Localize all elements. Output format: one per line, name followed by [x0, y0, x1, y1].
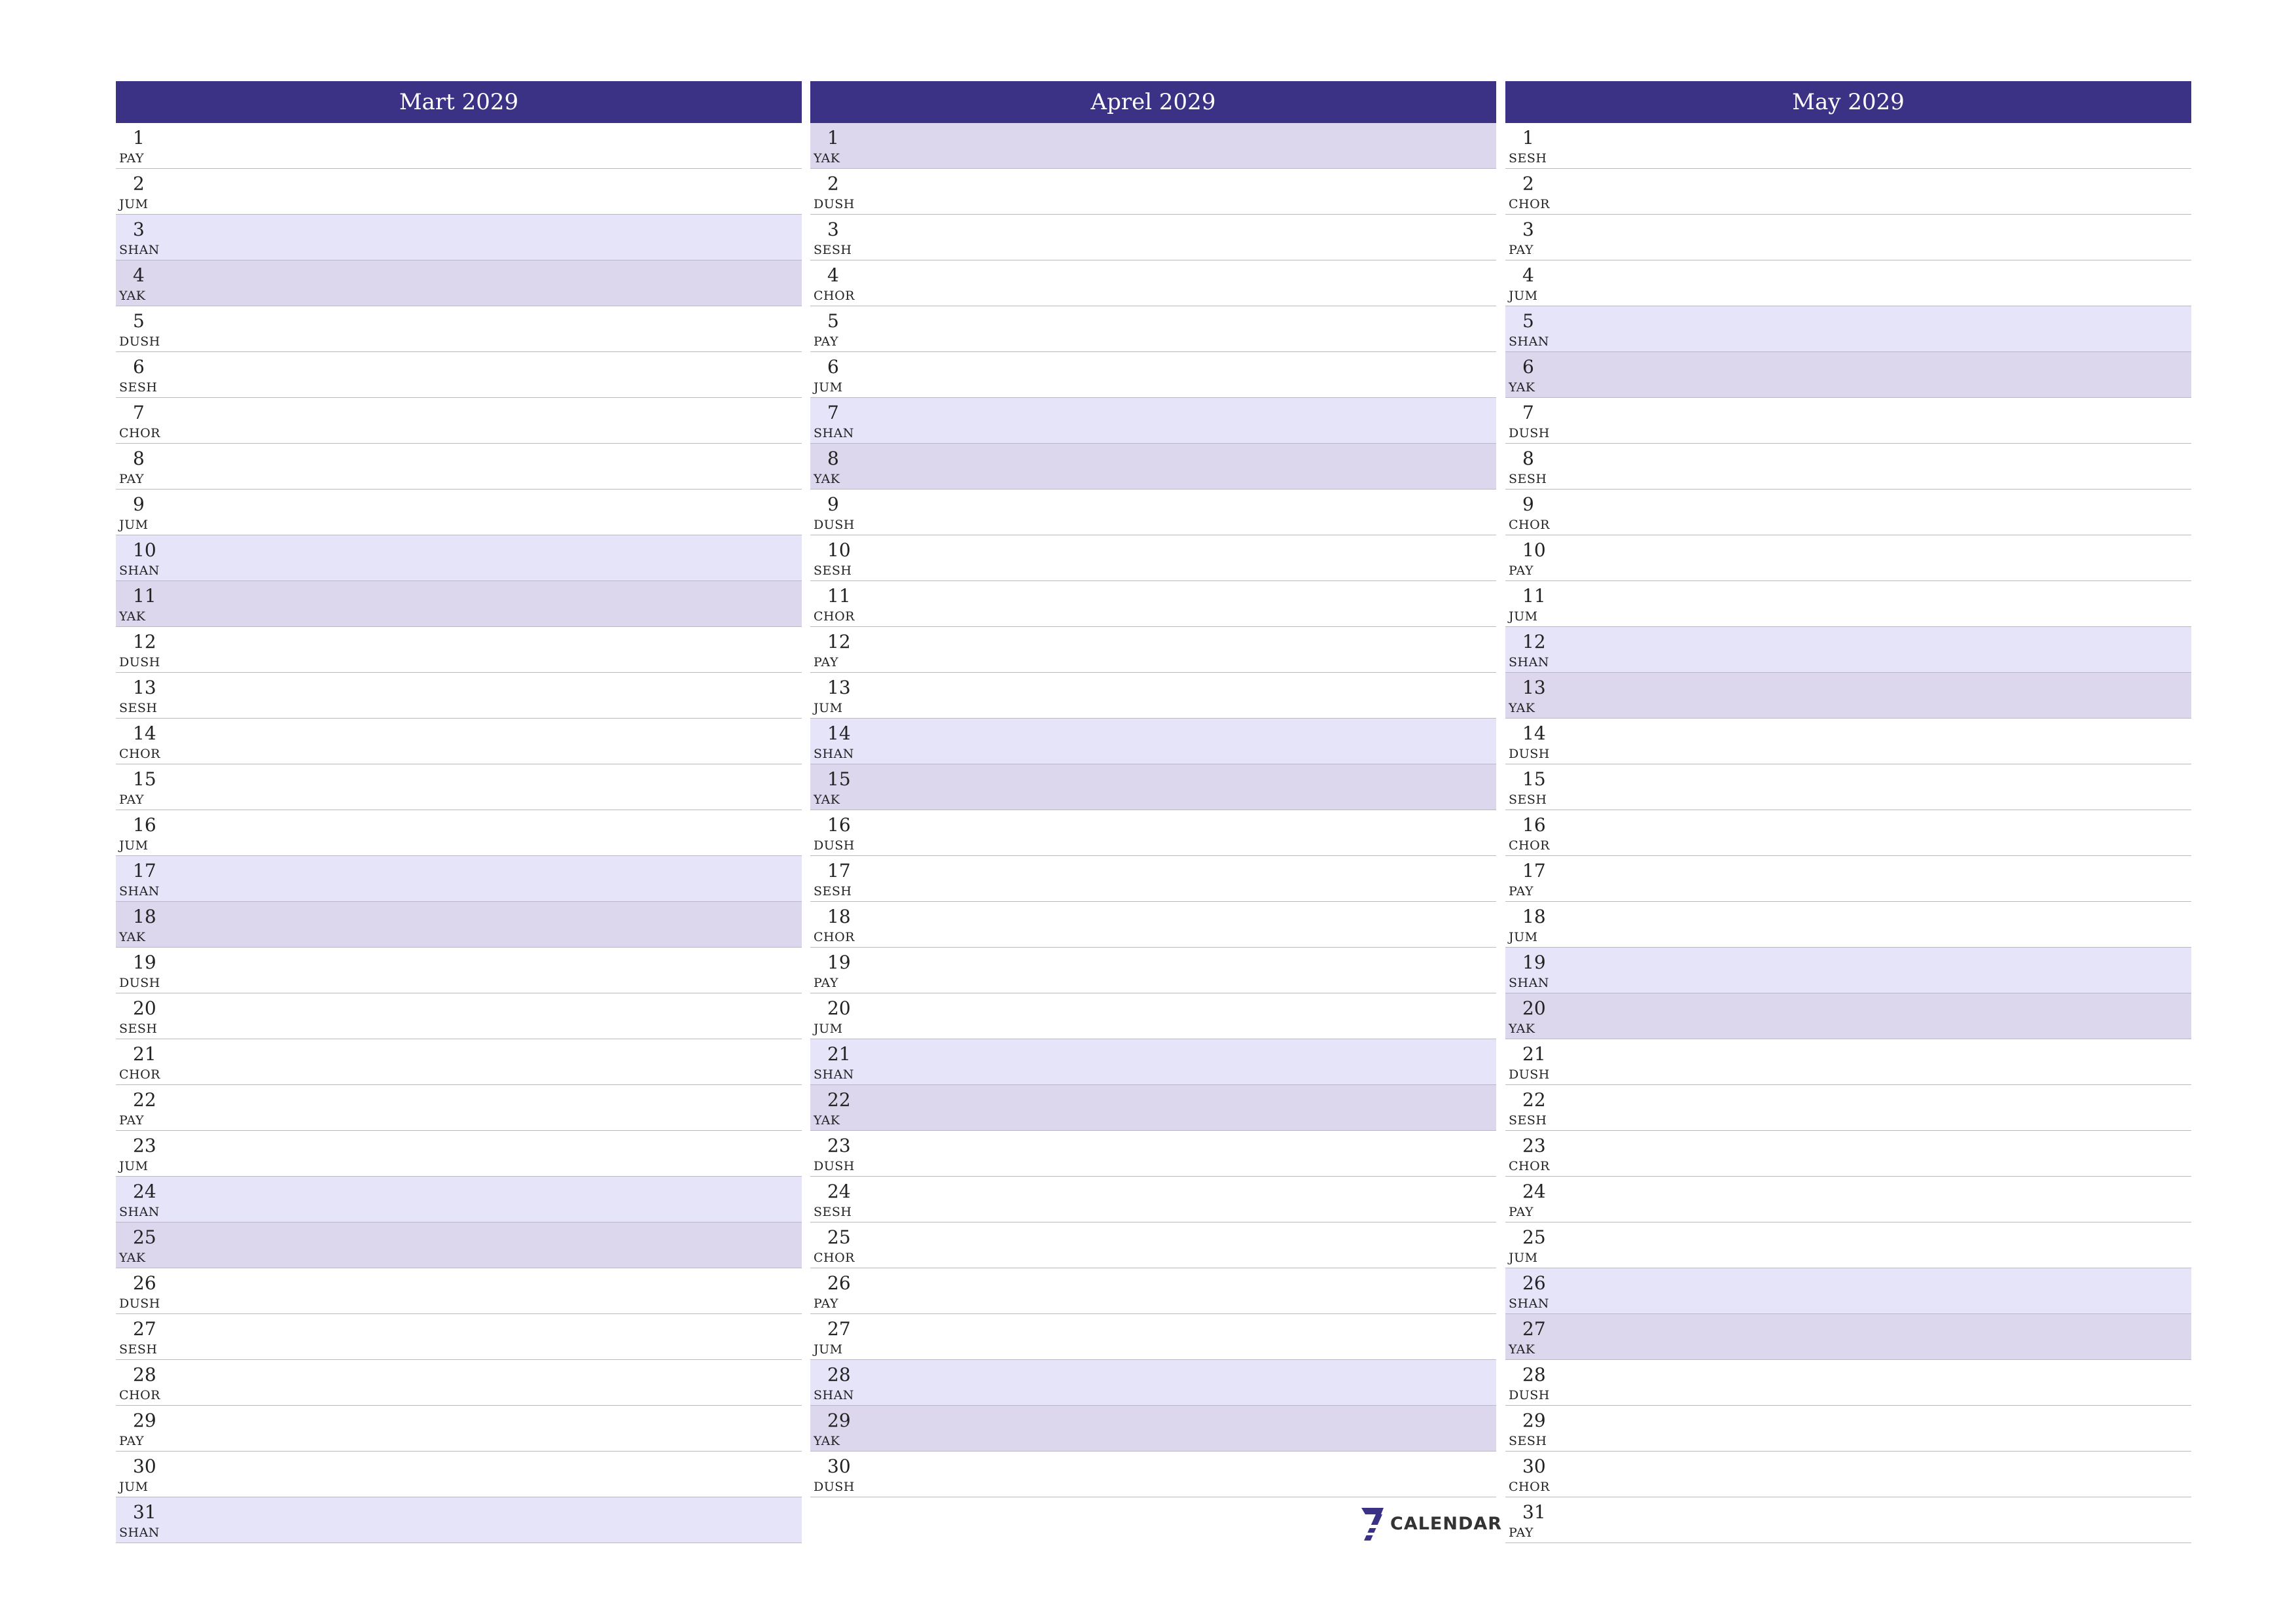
day-of-week: DUSH	[1509, 747, 1550, 761]
day-number: 15	[827, 768, 851, 790]
day-number: 16	[827, 814, 851, 836]
month-header: Mart 2029	[116, 81, 802, 123]
day-of-week: YAK	[814, 793, 840, 807]
day-row[interactable]	[810, 1360, 1496, 1406]
day-of-week: CHOR	[814, 609, 855, 624]
day-number: 29	[1522, 1410, 1546, 1431]
day-row[interactable]	[1505, 1314, 2191, 1360]
day-of-week: SHAN	[1509, 655, 1549, 669]
day-number: 12	[827, 631, 851, 652]
day-number: 6	[827, 356, 839, 378]
day-of-week: SESH	[1509, 1113, 1547, 1128]
day-number: 6	[133, 356, 145, 378]
day-row[interactable]	[810, 1452, 1496, 1497]
day-row[interactable]	[116, 535, 802, 581]
day-of-week: SHAN	[119, 243, 160, 257]
month-header: Aprel 2029	[810, 81, 1496, 123]
day-of-week: PAY	[119, 793, 145, 807]
day-row[interactable]	[1505, 1177, 2191, 1222]
day-of-week: DUSH	[814, 197, 855, 211]
day-of-week: PAY	[119, 151, 145, 166]
day-row[interactable]	[810, 1406, 1496, 1452]
day-number: 12	[1522, 631, 1546, 652]
day-number: 28	[1522, 1364, 1546, 1385]
day-of-week: PAY	[814, 655, 839, 669]
day-of-week: SHAN	[1509, 976, 1549, 990]
day-number: 21	[827, 1043, 851, 1065]
day-number: 2	[827, 173, 839, 194]
day-row[interactable]	[1505, 764, 2191, 810]
day-number: 3	[1522, 219, 1534, 240]
logo-text: CALENDAR	[1390, 1513, 1503, 1534]
day-row[interactable]	[1505, 948, 2191, 993]
day-of-week: PAY	[1509, 1205, 1534, 1219]
day-row[interactable]	[810, 810, 1496, 856]
day-of-week: JUM	[1509, 1251, 1538, 1265]
day-row[interactable]	[1505, 490, 2191, 535]
day-number: 3	[133, 219, 145, 240]
day-of-week: JUM	[1509, 289, 1538, 303]
day-number: 9	[1522, 493, 1534, 515]
day-number: 9	[133, 493, 145, 515]
day-row[interactable]	[810, 490, 1496, 535]
day-number: 21	[1522, 1043, 1546, 1065]
day-of-week: PAY	[1509, 884, 1534, 899]
day-number: 23	[133, 1135, 156, 1156]
day-of-week: DUSH	[119, 1296, 160, 1311]
day-of-week: CHOR	[1509, 518, 1550, 532]
day-row[interactable]	[810, 1039, 1496, 1085]
day-row[interactable]	[116, 627, 802, 673]
day-of-week: PAY	[119, 472, 145, 486]
day-of-week: SESH	[814, 1205, 852, 1219]
day-of-week: JUM	[814, 380, 843, 395]
day-row[interactable]	[810, 260, 1496, 306]
day-of-week: YAK	[814, 472, 840, 486]
day-row[interactable]	[116, 1314, 802, 1360]
day-of-week: PAY	[119, 1434, 145, 1448]
day-number: 21	[133, 1043, 156, 1065]
day-row[interactable]	[116, 215, 802, 260]
day-number: 7	[1522, 402, 1534, 423]
day-number: 28	[827, 1364, 851, 1385]
day-number: 4	[827, 264, 839, 286]
day-number: 19	[827, 952, 851, 973]
day-row[interactable]	[810, 719, 1496, 764]
day-list	[1505, 123, 2191, 1543]
day-row[interactable]	[1505, 1039, 2191, 1085]
day-of-week: JUM	[119, 1480, 149, 1494]
day-number: 28	[133, 1364, 156, 1385]
day-number: 16	[133, 814, 156, 836]
day-of-week: DUSH	[814, 1480, 855, 1494]
day-of-week: YAK	[814, 1113, 840, 1128]
day-of-week: YAK	[1509, 1022, 1535, 1036]
day-row[interactable]	[810, 856, 1496, 902]
day-row[interactable]	[810, 306, 1496, 352]
day-of-week: SHAN	[119, 884, 160, 899]
day-of-week: DUSH	[1509, 1067, 1550, 1082]
month-column-may	[1505, 81, 2191, 1543]
day-of-week: DUSH	[119, 655, 160, 669]
day-of-week: CHOR	[119, 1067, 160, 1082]
day-number: 14	[133, 722, 156, 744]
day-of-week: YAK	[814, 151, 840, 166]
day-row[interactable]	[810, 993, 1496, 1039]
day-row[interactable]	[810, 169, 1496, 215]
day-list	[116, 123, 802, 1543]
day-of-week: SHAN	[814, 1388, 854, 1402]
day-number: 11	[1522, 585, 1546, 607]
day-number: 26	[827, 1272, 851, 1294]
day-of-week: SHAN	[119, 1205, 160, 1219]
day-number: 31	[133, 1501, 156, 1523]
day-number: 23	[827, 1135, 851, 1156]
day-row[interactable]	[116, 1039, 802, 1085]
day-row[interactable]	[810, 398, 1496, 444]
day-number: 22	[133, 1089, 156, 1111]
day-of-week: SESH	[119, 1342, 158, 1357]
day-of-week: PAY	[1509, 243, 1534, 257]
day-row[interactable]	[1505, 1497, 2191, 1543]
day-row[interactable]	[116, 260, 802, 306]
day-number: 24	[1522, 1181, 1546, 1202]
day-of-week: CHOR	[1509, 197, 1550, 211]
day-number: 20	[133, 997, 156, 1019]
day-of-week: SHAN	[1509, 334, 1549, 349]
day-of-week: CHOR	[1509, 1480, 1550, 1494]
day-number: 26	[133, 1272, 156, 1294]
day-of-week: SESH	[119, 1022, 158, 1036]
day-of-week: CHOR	[814, 1251, 855, 1265]
day-row[interactable]	[116, 306, 802, 352]
day-number: 11	[133, 585, 156, 607]
day-of-week: SHAN	[814, 747, 854, 761]
month-column-mart	[116, 81, 802, 1543]
day-of-week: JUM	[814, 701, 843, 715]
day-row[interactable]	[116, 169, 802, 215]
day-row[interactable]	[1505, 215, 2191, 260]
day-of-week: PAY	[1509, 563, 1534, 578]
day-of-week: SHAN	[814, 1067, 854, 1082]
day-list	[810, 123, 1496, 1497]
day-number: 1	[1522, 127, 1534, 149]
day-number: 18	[1522, 906, 1546, 927]
day-row[interactable]	[1505, 1452, 2191, 1497]
day-number: 25	[133, 1226, 156, 1248]
day-number: 25	[827, 1226, 851, 1248]
day-of-week: JUM	[119, 518, 149, 532]
day-of-week: YAK	[1509, 701, 1535, 715]
day-row[interactable]	[1505, 1360, 2191, 1406]
day-of-week: JUM	[119, 197, 149, 211]
day-row[interactable]	[116, 123, 802, 169]
day-row[interactable]	[1505, 398, 2191, 444]
day-row[interactable]	[116, 352, 802, 398]
day-of-week: YAK	[1509, 1342, 1535, 1357]
day-of-week: PAY	[814, 1296, 839, 1311]
day-number: 9	[827, 493, 839, 515]
day-of-week: SHAN	[119, 1525, 160, 1540]
day-number: 26	[1522, 1272, 1546, 1294]
day-number: 15	[1522, 768, 1546, 790]
day-number: 22	[827, 1089, 851, 1111]
day-number: 3	[827, 219, 839, 240]
day-number: 15	[133, 768, 156, 790]
day-number: 22	[1522, 1089, 1546, 1111]
day-row[interactable]	[116, 1497, 802, 1543]
day-number: 29	[133, 1410, 156, 1431]
day-row[interactable]	[116, 1452, 802, 1497]
day-number: 4	[1522, 264, 1534, 286]
day-row[interactable]	[116, 581, 802, 627]
day-number: 23	[1522, 1135, 1546, 1156]
day-of-week: JUM	[814, 1342, 843, 1357]
day-of-week: CHOR	[814, 930, 855, 944]
day-of-week: PAY	[119, 1113, 145, 1128]
day-row[interactable]	[116, 1222, 802, 1268]
day-number: 14	[827, 722, 851, 744]
day-number: 8	[133, 448, 145, 469]
day-number: 6	[1522, 356, 1534, 378]
day-of-week: DUSH	[119, 334, 160, 349]
day-number: 8	[827, 448, 839, 469]
day-row[interactable]	[116, 1268, 802, 1314]
day-of-week: DUSH	[814, 518, 855, 532]
day-row[interactable]	[1505, 1131, 2191, 1177]
day-number: 27	[827, 1318, 851, 1340]
day-of-week: SESH	[814, 243, 852, 257]
day-number: 5	[133, 310, 145, 332]
day-of-week: YAK	[119, 1251, 146, 1265]
day-row[interactable]	[810, 1085, 1496, 1131]
day-number: 1	[133, 127, 145, 149]
day-of-week: DUSH	[814, 838, 855, 853]
day-number: 2	[133, 173, 145, 194]
day-number: 8	[1522, 448, 1534, 469]
day-row[interactable]	[116, 764, 802, 810]
day-of-week: SESH	[1509, 151, 1547, 166]
day-number: 24	[133, 1181, 156, 1202]
day-row[interactable]	[810, 764, 1496, 810]
day-row[interactable]	[116, 444, 802, 490]
day-row[interactable]	[116, 673, 802, 719]
day-number: 10	[1522, 539, 1546, 561]
day-number: 11	[827, 585, 851, 607]
day-row[interactable]	[1505, 810, 2191, 856]
day-number: 25	[1522, 1226, 1546, 1248]
day-row[interactable]	[810, 627, 1496, 673]
day-row[interactable]	[116, 1085, 802, 1131]
day-of-week: YAK	[119, 609, 146, 624]
day-number: 7	[133, 402, 145, 423]
day-of-week: JUM	[1509, 930, 1538, 944]
day-number: 30	[133, 1455, 156, 1477]
day-number: 12	[133, 631, 156, 652]
day-row[interactable]	[116, 810, 802, 856]
day-row[interactable]	[810, 535, 1496, 581]
day-number: 30	[827, 1455, 851, 1477]
day-row[interactable]	[810, 1314, 1496, 1360]
day-number: 10	[133, 539, 156, 561]
day-number: 18	[827, 906, 851, 927]
day-row[interactable]	[116, 719, 802, 764]
day-row[interactable]	[810, 948, 1496, 993]
day-row[interactable]	[810, 123, 1496, 169]
month-header: May 2029	[1505, 81, 2191, 123]
day-row[interactable]	[810, 352, 1496, 398]
day-number: 17	[827, 860, 851, 882]
day-row[interactable]	[1505, 1268, 2191, 1314]
day-of-week: SESH	[119, 701, 158, 715]
day-row[interactable]	[116, 902, 802, 948]
day-of-week: JUM	[1509, 609, 1538, 624]
day-of-week: YAK	[1509, 380, 1535, 395]
day-row[interactable]	[1505, 719, 2191, 764]
day-of-week: SESH	[119, 380, 158, 395]
day-row[interactable]	[116, 1131, 802, 1177]
day-row[interactable]	[810, 1177, 1496, 1222]
day-of-week: CHOR	[1509, 1159, 1550, 1173]
day-of-week: SESH	[1509, 793, 1547, 807]
day-number: 30	[1522, 1455, 1546, 1477]
day-row[interactable]	[116, 856, 802, 902]
day-of-week: SESH	[1509, 1434, 1547, 1448]
day-of-week: SHAN	[119, 563, 160, 578]
day-number: 14	[1522, 722, 1546, 744]
day-number: 2	[1522, 173, 1534, 194]
day-row[interactable]	[1505, 993, 2191, 1039]
day-row[interactable]	[810, 902, 1496, 948]
day-of-week: SESH	[814, 884, 852, 899]
day-of-week: PAY	[1509, 1525, 1534, 1540]
day-of-week: PAY	[814, 334, 839, 349]
day-number: 20	[1522, 997, 1546, 1019]
day-row[interactable]	[1505, 627, 2191, 673]
day-number: 29	[827, 1410, 851, 1431]
day-number: 27	[133, 1318, 156, 1340]
day-number: 31	[1522, 1501, 1546, 1523]
day-row[interactable]	[116, 993, 802, 1039]
day-of-week: DUSH	[1509, 1388, 1550, 1402]
day-row[interactable]	[810, 1131, 1496, 1177]
day-of-week: JUM	[814, 1022, 843, 1036]
day-of-week: SHAN	[814, 426, 854, 440]
day-row[interactable]	[116, 1360, 802, 1406]
day-row[interactable]	[1505, 673, 2191, 719]
day-number: 24	[827, 1181, 851, 1202]
day-of-week: DUSH	[814, 1159, 855, 1173]
day-of-week: CHOR	[119, 1388, 160, 1402]
day-number: 27	[1522, 1318, 1546, 1340]
day-row[interactable]	[116, 398, 802, 444]
day-of-week: YAK	[119, 930, 146, 944]
day-row[interactable]	[1505, 581, 2191, 627]
day-row[interactable]	[1505, 169, 2191, 215]
day-of-week: CHOR	[119, 747, 160, 761]
day-of-week: CHOR	[814, 289, 855, 303]
day-row[interactable]	[810, 581, 1496, 627]
day-of-week: JUM	[119, 838, 149, 853]
day-row[interactable]	[810, 444, 1496, 490]
day-of-week: SESH	[814, 563, 852, 578]
day-number: 19	[1522, 952, 1546, 973]
day-row[interactable]	[1505, 352, 2191, 398]
day-number: 20	[827, 997, 851, 1019]
day-row[interactable]	[810, 215, 1496, 260]
day-row[interactable]	[1505, 123, 2191, 169]
day-number: 10	[827, 539, 851, 561]
day-row[interactable]	[810, 673, 1496, 719]
day-number: 19	[133, 952, 156, 973]
day-row[interactable]	[1505, 260, 2191, 306]
day-row[interactable]	[1505, 902, 2191, 948]
day-row[interactable]	[810, 1268, 1496, 1314]
day-row[interactable]	[1505, 856, 2191, 902]
day-number: 13	[133, 677, 156, 698]
day-of-week: SESH	[1509, 472, 1547, 486]
day-of-week: SHAN	[1509, 1296, 1549, 1311]
day-number: 17	[1522, 860, 1546, 882]
day-of-week: PAY	[814, 976, 839, 990]
day-of-week: YAK	[814, 1434, 840, 1448]
day-number: 13	[827, 677, 851, 698]
day-row[interactable]	[1505, 1406, 2191, 1452]
day-of-week: DUSH	[119, 976, 160, 990]
day-number: 18	[133, 906, 156, 927]
seven-icon	[1359, 1505, 1385, 1542]
day-number: 7	[827, 402, 839, 423]
day-number: 16	[1522, 814, 1546, 836]
day-row[interactable]	[116, 1177, 802, 1222]
day-row[interactable]	[1505, 535, 2191, 581]
day-row[interactable]	[1505, 1222, 2191, 1268]
day-number: 1	[827, 127, 839, 149]
day-number: 5	[827, 310, 839, 332]
day-number: 17	[133, 860, 156, 882]
day-number: 13	[1522, 677, 1546, 698]
day-row[interactable]	[116, 948, 802, 993]
day-of-week: JUM	[119, 1159, 149, 1173]
month-column-aprel	[810, 81, 1496, 1497]
day-row[interactable]	[1505, 306, 2191, 352]
day-of-week: DUSH	[1509, 426, 1550, 440]
day-row[interactable]	[810, 1222, 1496, 1268]
day-row[interactable]	[116, 490, 802, 535]
day-row[interactable]	[1505, 1085, 2191, 1131]
day-of-week: CHOR	[119, 426, 160, 440]
day-row[interactable]	[116, 1406, 802, 1452]
day-of-week: CHOR	[1509, 838, 1550, 853]
day-row[interactable]	[1505, 444, 2191, 490]
calendar-logo[interactable]	[1359, 1505, 1502, 1542]
day-number: 4	[133, 264, 145, 286]
day-of-week: YAK	[119, 289, 146, 303]
day-number: 5	[1522, 310, 1534, 332]
